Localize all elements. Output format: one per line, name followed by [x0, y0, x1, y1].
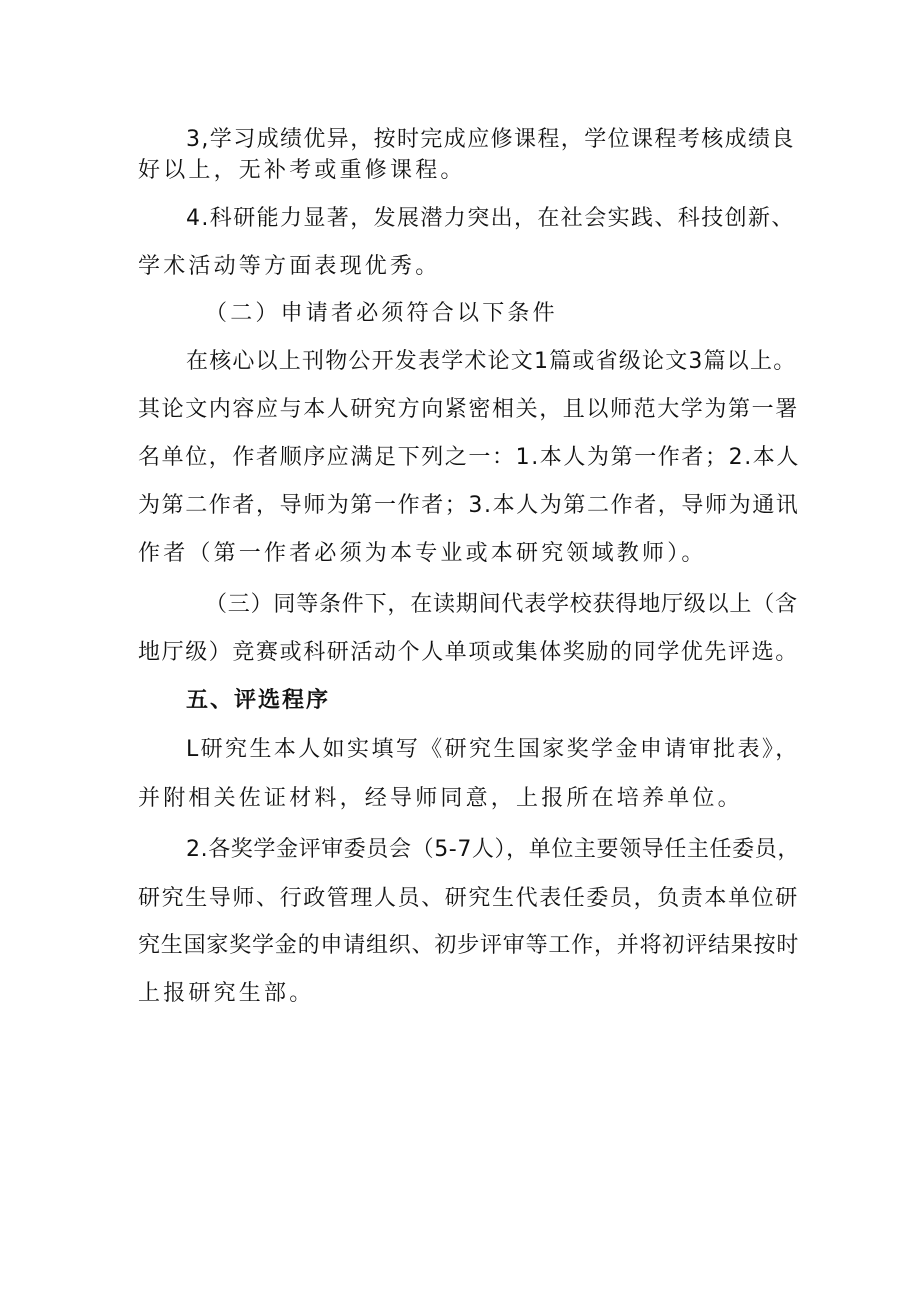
- paragraph-line: 在核心以上刊物公开发表学术论文1篇或省级论文3篇以上。: [186, 349, 797, 374]
- paragraph-line: 并附相关佐证材料，经导师同意，上报所在培养单位。: [138, 786, 743, 811]
- paragraph-line: 3,学习成绩优异，按时完成应修课程，学位课程考核成绩良: [186, 127, 795, 152]
- paragraph-line: 地厅级）竞赛或科研活动个人单项或集体奖励的同学优先评选。: [138, 640, 799, 665]
- paragraph-line: 作者（第一作者必须为本专业或本研究领域教师）。: [138, 541, 707, 566]
- paragraph-line: L研究生本人如实填写《研究生国家奖学金申请审批表》，: [186, 737, 800, 762]
- paragraph-line: 为第二作者，导师为第一作者；3.本人为第二作者，导师为通讯: [138, 493, 800, 518]
- section-subheading: （二）申请者必须符合以下条件: [205, 301, 558, 326]
- paragraph-line: 名单位，作者顺序应满足下列之一：1.本人为第一作者；2.本人: [138, 445, 800, 470]
- paragraph-line: 研究生导师、行政管理人员、研究生代表任委员，负责本单位研: [138, 886, 799, 911]
- section-heading: 五、评选程序: [186, 688, 331, 713]
- paragraph-line: 4.科研能力显著，发展潜力突出，在社会实践、科技创新、: [186, 206, 795, 231]
- paragraph-line: 其论文内容应与本人研究方向紧密相关，且以师范大学为第一署: [138, 397, 799, 422]
- paragraph-line: 究生国家奖学金的申请组织、初步评审等工作，并将初评结果按时: [138, 933, 800, 958]
- paragraph-line: （三）同等条件下，在读期间代表学校获得地厅级以上（含: [205, 592, 798, 617]
- paragraph-line: 上报研究生部。: [138, 981, 315, 1006]
- paragraph-line: 好以上，无补考或重修课程。: [138, 158, 466, 183]
- paragraph-line: 2.各奖学金评审委员会（5-7人），单位主要领导任主任委员，: [186, 837, 800, 862]
- paragraph-line: 学术活动等方面表现优秀。: [138, 254, 441, 279]
